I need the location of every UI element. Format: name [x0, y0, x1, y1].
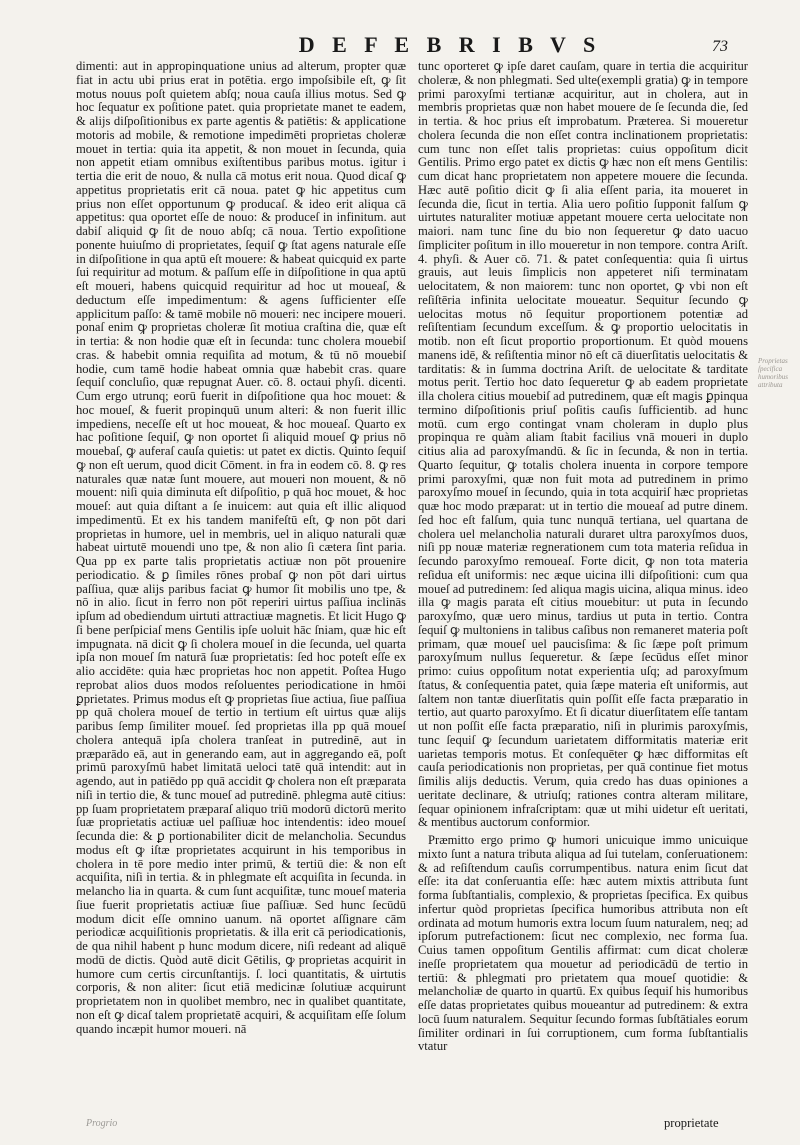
left-column — [76, 60, 406, 1120]
running-head: D E F E B R I B V S — [298, 32, 602, 57]
margin-note: Proprietas ſpecifica humoribus attributa — [758, 357, 788, 389]
right-column-text-2: Præmitto ergo primo ꝙ humori unicuique immo unicuique mixto ſunt a natura tributa aliqua ad ſui tutelam, conſeruationem: & ad reſiſtendum cauſis corrumpentibus. natura enim ſicut dat eſſe: ita dat conſeruantia eſſe: hæc autem mixtis attributa ſunt forma ſubſtantialis, complexio, & proprietas ſpecifica. Ex quibus infertur quòd proprietas ſpecifica humoribus attributa non eſt ordinata ad motum humoris extra locum ſuum naturalem, neq; ad ipſorum putrefactionem: ſicut nec complexio, nec forma ſua. Cuius tamen oppoſitum Gentilis affirmat: cum dicat choleræ ineſſe proprietatem qua mouetur ad periodicādū de tertio in tertiū: & phlegmati pro prietatem qua moueſ quotidie: & melancholiæ de quarto in quartū. Ex quibus ſequiſ his humoribus eſſe datas proprietates quibus moueantur ad putredinem: & extra locū ſuum naturalem. Sequitur ſecundo formas ſubſtātiales eorum ſimiliter ordinari in ſui corruptionem, cum forma ſubſtantialis vtatur — [418, 833, 748, 1054]
right-column — [418, 60, 748, 1120]
page-number: 73 — [712, 38, 728, 55]
left-column-text: dimenti: aut in appropinquatione unius ad alterum, propter quæ fiat in actu ubi prius erat in potētia. ergo impoſsibile eſt, ꝙ ſit motus nouus poſt quietem abſq; noua cauſa illius motus. Sed ꝙ hoc ſequatur ex poſitione patet. quia proprietate manet te eadem, & alijs diſpoſitionibus ex parte agentis & patiētis: & applicatione motoris ad mobile, & remotione impedimēti proprietas choleræ mouet in tertia: quia ita appetit, & non mouet in ſecunda, quia non appetit etiam omnibus exiſtentibus paribus motus. igitur i tertia die erit de nouo, & nulla cā motus erit noua. Quod dicaſ ꝙ appetitus proprietatis erit cā noua. patet ꝙ hic appetitus cum prius non eſſet opportunum ꝙ producaſ. & ideo erit aliqua cā appetitus: qua oportet eſſe de nouo: & produceſ in infinitum. aut dabiſ aliquid ꝙ ſit de nouo abſq; cā noua. Tertio expoſitione ponente huiuſmo di proprietates, ſequiſ ꝙ ſtat agens naturale eſſe in diſpoſitione in qua aptū eſt mouere: & habeat quicquid ex parte ſui requiritur ad motum. & paſſum eſſe in diſpoſitione in qua aptū eſt moueri, habens quicquid requiritur ad hoc ut moueaſ, & deductum eſſe impedimentum: & agens ſufficienter eſſe applicitum paſſo: & tamē mobile nō moueri: nec incipere moueri. ponaſ enim ꝙ proprietas choleræ ſit motiua craſtina die, quæ eſt in tertia: & non hodie quæ eſt in ſecunda: tunc cholera mouebiſ cras. & habebit omnia requiſita ad motum, & tū nō mouebiſ hodie, cum tamē hodie habeat omnia quæ habebit cras. quare ſequiſ concluſio, quæ repugnat Auer. cō. 8. octaui phyſi. dicenti. Cum ergo utrunq; eorū fuerit in diſpoſitione qua hoc mouet: & hoc moueſ, & fuerit propinquū unum alteri: & non fuerit illic impediens, neceſſe eſt ut hoc moueat, & hoc moueaſ. Quarto ex hac poſitione ſequiſ, ꝙ non oportet ſi aliquid moueſ ꝙ prius nō mouebaſ, ꝙ auferaſ cauſa quietis: ut patet ex dictis. Quinto ſequiſ ꝙ non eſt uerum, quod dicit Cōment. in fra in eodem cō. 8. ꝙ res naturales quæ natæ ſunt mouere, aut moueri non mouent, & nō mouent: niſi quia diminuta eſt diſpoſitio, p quā hoc mouet, & hoc moueſ: aut quia diſtant a ſe inuicem: aut quia eſt illic aliquod impedimentū. Et ex his tandem manifeſtū eſt, ꝙ non pōt dari proprietas in humore, uel in membris, uel in aliquo naturali quæ habeat uirtutē mouendi uno tpe, & non alio ſi cætera ſint paria. Qua pp ex parte talis proprietatis actiuæ non pōt prouenire periodicatio. & ꝑ ſimiles rōnes probaſ ꝙ non pōt dari uirtus paſſiua, quæ alijs paribus faciat ꝙ humor ſit mobilis uno tpe, & nō in alio. ſicut in ferro non pōt reperiri uirtus paſſiua inclinās ipſum ad obediendum uirtuti attractiuæ magnetis. Et licit Hugo ꝙ ſi bene perſpiciaſ mens Gentilis ipſe uoluit hāc ſniam, quæ hic eſt impugnata. nā dicit ꝙ ſi cholera moueſ in die ſecunda, uel quarta ipſa non moueſ ſm naturā ſuæ proprietatis: ſed hoc poteſt eſſe ex alio accidēte: quia hæc proprietas hoc non appetit. Poſtea Hugo reprobat alios duos modos reſoluentes periodicatione in hmōi ꝑprietates. Primus modus eſt ꝙ proprietas ſiue actiua, ſiue paſſiua pp quā cholera moueſ de tertio in tertium eſt uirtus quæ alijs paribus ſemp ſimiliter moueſ. ſed proprietas illa pp quā moueſ cholera antequā ipſa cholera tranſeat in putredinē, aut in præparādo eā, aut in generando eam, aut in aggregando eā, poſt primū paroxyſmū habet limitatā ueloci tatē quā intendit: aut in agendo, aut in patiēdo pp quā accidit ꝙ cholera non eſt præparata niſi in tertio die, & tunc moueſ ad putredinē. phlegma autē citius: pp ſuam proprietatem præparaſ aliquo triū modorū dictorū merito ſuæ proprietatis actiuæ uel paſſiuæ hoc intendentis: ideo moueſ ſecunda die: & ꝑ portionabiliter dicit de melancholia. Secundus modus eſt ꝙ iſtæ proprietates acquirunt in his temporibus in cholera in tē pore medio inter primū, & tertiū die: & non eſt acquiſita, niſi in tertia. & in phlegmate eſt acquiſita in ſecunda. in melancho lia in quarta. & cum ſunt acquiſitæ, tunc moueſ materia ſiue fuerit proprietatis actiuæ ſiue paſſiuæ. Sed hunc ſecūdū modum dicit eſſe omnino uanum. nā oportet aſſignare cām periodicæ acquiſitionis proprietatis. & illa erit cā periodicationis, de qua nihil habent p hunc modum dicere, niſi redeant ad aliquē modū de dictis. Quòd autē dicit Gētilis, ꝙ proprietas acquirit in humore cum certis circunſtantijs. ſ. loci quantitatis, & uirtutis corporis, & non aliter: ſicut etiā medicinæ ſolutiuæ acquirunt proprietatem non in quolibet membro, nec in qualibet quantitate, non eſt ꝙ dicaſ talem proprietatē acquiri, & acquiſitam eſſe ſolum quando incæpit humor moueri. nā — [76, 60, 406, 1036]
bottom-smudge-text: Progrio — [86, 1118, 118, 1129]
catchword: proprietate — [664, 1116, 719, 1130]
right-column-text-1: tunc oporteret ꝙ ipſe daret cauſam, quare in tertia die acquiritur choleræ, & non phlegmati. Sed ulte(exempli gratia) ꝙ in tempore primi paroxyſmi tertianæ acquiritur, aut in cholera, aut in membris proprietas quæ non habet mouere de ſe ſecunda die, ſed in tertia. & hoc prius eſt improbatum. Præterea. Si moueretur cholera ſecunda die non eſſet contra inclinationem proprietatis: cum tunc non eſſet talis proprietas: cuius oppoſitum dicit Gentilis. Primo ergo patet ex dictis ꝙ hæc non eſt mens Gentilis: cum dicat hanc proprietatem non appetere mouere die ſecunda. Hæc autē poſitio dicit ꝙ ſi alia eſſent paria, ita moueret in ſecunda die, ſicut in tertia. Alia uero poſitio ſupponit falſum ꝙ uirtutes naturaliter motiuæ appetant mouere certa uelocitate non maiori. nam tunc ſine du bio non ſequeretur ꝙ dato uacuo ſimpliciter poſitum in illo moueretur in non tempore. contra Ariſt. 4. phyſi. & Auer cō. 71. & patet conſequentia: quia ſi uirtus grauis, aut leuis ſimplicis non appeteret niſi terminatam uelocitatem, & non maiorem: tunc non oportet, ꝙ vbi non eſt reſiſtēria infinita uelocitate moueatur. Sequitur ſecundo ꝙ uelocitas motus nō ſequitur proportionem potentiæ ad reſiſtentiam ſecundum exceſſum. & ꝙ proportio uelocitatis in motib. non eſt ſicut proportio proportionum. Et quòd mouens manens idē, & reſiſtentia minor nō eſt cā diuerſitatis uelocitatis & tarditatis: & in ſumma doctrina Ariſt. de uelocitate & tarditate motus perit. Tertio hoc dato ſequeretur ꝙ ab eadem proprietate illa cholera citius mouebiſ ad putredinem, quæ eſt magis ꝑpinqua termino diſpoſitionis priuſ poſitis cauſis ſufficientib. ad hunc motū. cum ergo contingat vnam choleram in duplo plus propinqua re quàm aliam ſtabit facilius vnā moueri in duplo citius alia ad paroxyſmandū. & ſic in ſecunda, & non in tertia. Quarto ſequitur, ꝙ totalis cholera inuenta in corpore tempore primi paroxyſmi, quæ non fuit mota ad putredinem in primo paroxyſmo moueſ in ſecundo, quia in tota acquiriſ hæc proprietas quæ hoc modo præparat: ut in tertio die moueaſ ad putre dinem. ſed hoc eſt falſum, quia tunc nunquā tertiana, uel quartana de cholera uel melancholia naturali duraret ultra paroxyſmos duos, niſi pp nouæ materiæ regnerationem cum tota materia reſidua in ſecundo paroxyſmo remoueaſ. Forte dicit, ꝙ non tota materia reſidua eſt uniformis: nec æque uicina illi diſpoſitioni: cum qua moueſ ad putredinem: ſed aliqua magis uicina, aliqua minus. ideo illa ꝙ magis parata eſt citius mouebitur: ut puta in ſecundo paroxyſmo, quæ uero minus, tardius ut puta in tertio. Contra ſequiſ ꝙ multoniens in talibus caſibus non remaneret materia poſt primam, quæ moueſ uel paucisſima: & ſic ſæpe poſt primum paroxyſmum nullus ſequeretur. & ſæpe ſecūdus eſſet minor primo: cuius oppoſitum notat experientia uſq; ad paroxyſmum ſtatus, & conſequentia patet, quia ſæpe materia eſt uniformis, aut ſaltem non tantæ diuerſitatis quin poſſit eſſe facta præparatio in tertio, aut quarto paroxyſmo. Et ſi dicatur diuerſitatem eſſe tantam ut non poſſit eſſe facta præparatio, niſi in plurimis paroxyſmis, tunc ſequiſ ꝙ ſecundum uarietatem difformitatis materiæ erit uarietas temporis motus. Et conſequēter ꝙ hæc difformitas eſt cauſa periodicationis non proprietas, per quā continue fiet motus ſimilis alijs deductis. Verum, quia credo has duas opiniones a ueritate declinare, & utriuſq; rationes contra alteram militare, ſequar opinionem infraſcriptam: quæ ut mihi uidetur eſt ueritati, & mentibus auctorum conformior. — [418, 60, 748, 830]
